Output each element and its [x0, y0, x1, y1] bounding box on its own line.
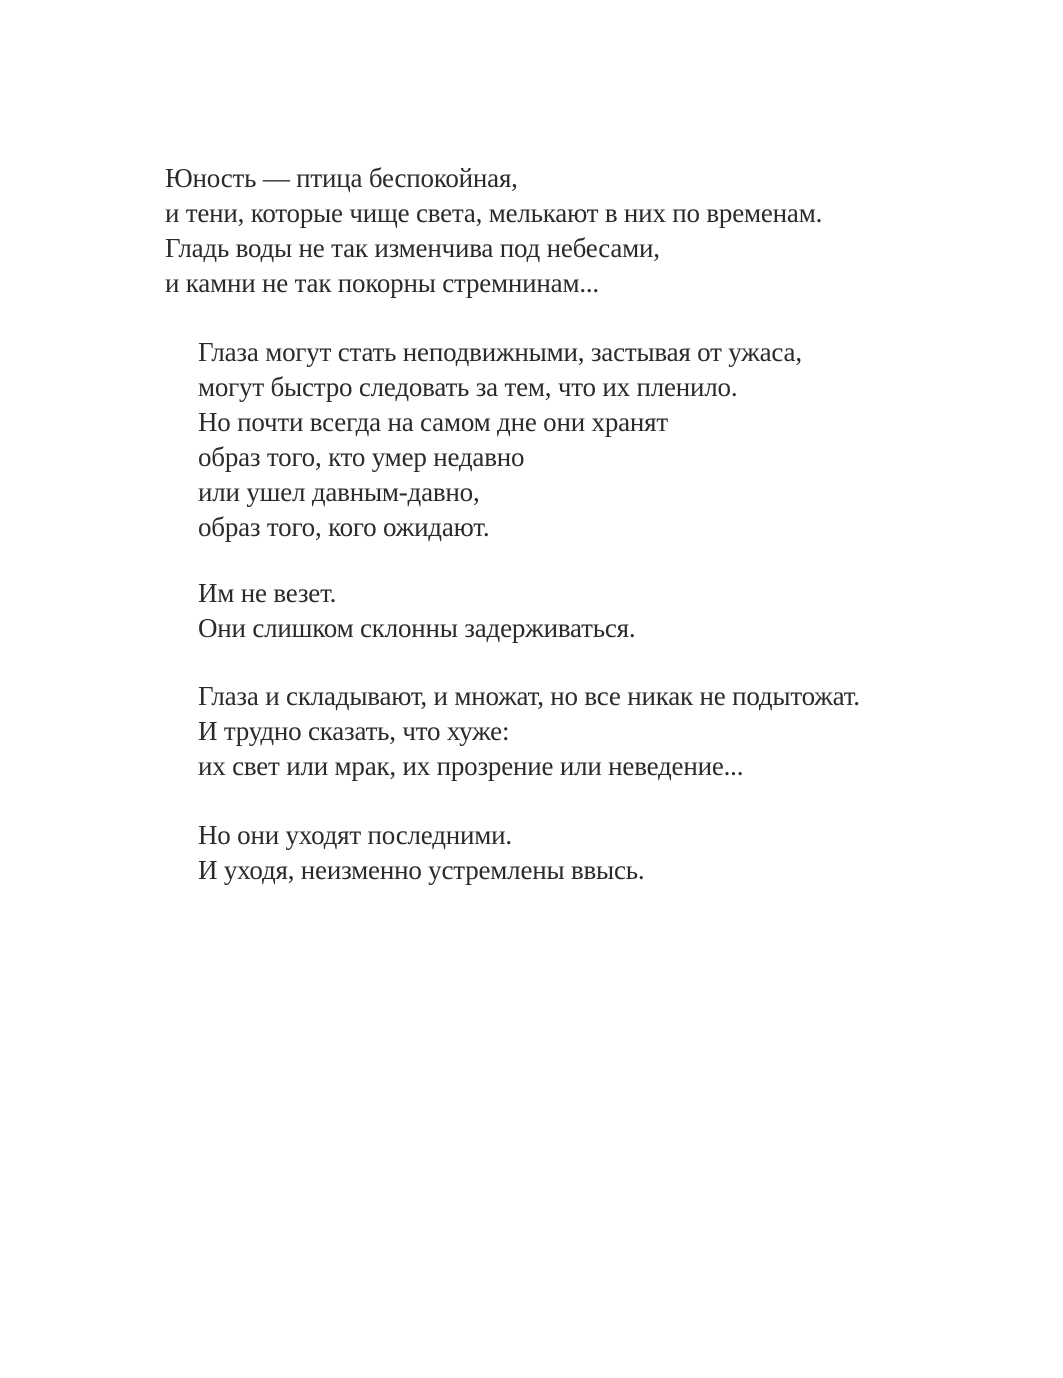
stanza-1: [165, 161, 822, 301]
poem-line: образ того, кто умер недавно: [198, 442, 525, 472]
poem-line: Глаза и складывают, и множат, но все никак не подытожат.: [198, 681, 860, 711]
poem-line: их свет или мрак, их прозрение или неведение...: [198, 751, 744, 781]
poem-line: Юность — птица беспокойная,: [165, 163, 518, 193]
poem-line: или ушел давным-давно,: [198, 477, 480, 507]
poem-line: Им не везет.: [198, 578, 337, 608]
poem-line: И уходя, неизменно устремлены ввысь.: [198, 855, 645, 885]
poem-line: Глаза могут стать неподвижными, застывая от ужаса,: [198, 337, 802, 367]
poem-line: Но почти всегда на самом дне они хранят: [198, 407, 668, 437]
poem-line: Но они уходят последними.: [198, 820, 512, 850]
stanza-2: [198, 335, 802, 545]
poem-line: и тени, которые чище света, мелькают в них по временам.: [165, 198, 823, 228]
stanza-3: [198, 576, 635, 646]
stanza-5: [198, 818, 644, 888]
poem-line: И трудно сказать, что хуже:: [198, 716, 510, 746]
poem-line: Они слишком склонны задерживаться.: [198, 613, 636, 643]
stanza-4: [198, 679, 860, 784]
poem-line: и камни не так покорны стремнинам...: [165, 268, 599, 298]
poem-line: образ того, кого ожидают.: [198, 512, 490, 542]
poem-line: могут быстро следовать за тем, что их пленило.: [198, 372, 738, 402]
poem-line: Гладь воды не так изменчива под небесами,: [165, 233, 660, 263]
